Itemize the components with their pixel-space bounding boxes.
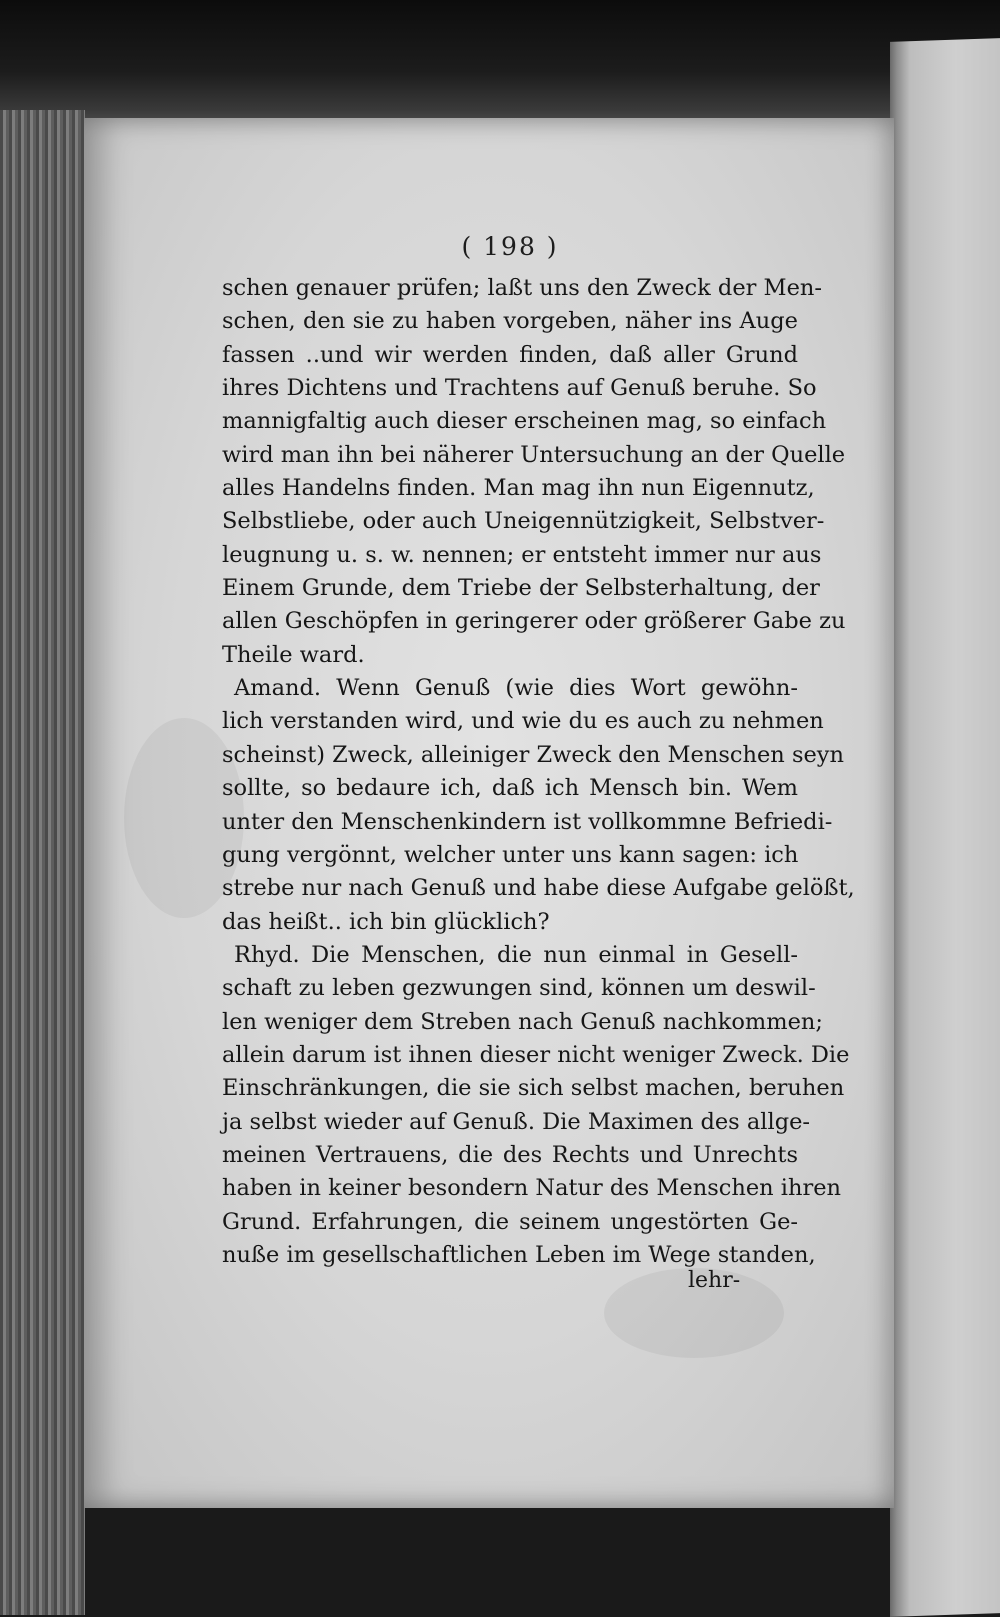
text-line: ihres Dichtens und Trachtens auf Genuß beruhe. So xyxy=(222,375,817,402)
text-line: scheinst) Zweck, alleiniger Zweck den Menschen seyn xyxy=(222,741,845,768)
text-line: Einschränkungen, die sie sich selbst machen, beruhen xyxy=(222,1075,845,1102)
text-line: schen, den sie zu haben vorgeben, näher ins Auge xyxy=(222,308,798,335)
text-line: Grund. Erfahrungen, die seinem ungestörten Ge‐ xyxy=(222,1208,798,1235)
text-line: haben in keiner besondern Natur des Menschen ihren xyxy=(222,1175,842,1202)
text-line: gung vergönnt, welcher unter uns kann sagen: ich xyxy=(222,841,799,868)
text-line: schen genauer prüfen; laßt uns den Zweck der Men‐ xyxy=(222,275,822,301)
speaker-line: Amand. Wenn Genuß (wie dies Wort gewöhn‐ xyxy=(234,675,798,702)
text-line: allen Geschöpfen in geringerer oder größerer Gabe zu xyxy=(222,608,846,635)
text-line: lich verstanden wird, und wie du es auch zu nehmen xyxy=(222,708,824,735)
text-line: sollte, so bedaure ich, daß ich Mensch bin. Wem xyxy=(222,775,798,802)
catchword: lehr‐ xyxy=(688,1268,741,1293)
text-line: Theile ward. xyxy=(222,641,365,668)
text-line: unter den Menschenkindern ist vollkommne Befriedi‐ xyxy=(222,808,833,835)
text-line: strebe nur nach Genuß und habe diese Aufgabe gelößt, xyxy=(222,875,855,902)
body-text xyxy=(222,272,855,1272)
text-line: fassen ..und wir werden finden, daß aller Grund xyxy=(222,341,798,368)
text-line: wird man ihn bei näherer Untersuchung an der Quelle xyxy=(222,441,846,468)
page-number: ( 198 ) xyxy=(461,232,559,261)
text-line: ja selbst wieder auf Genuß. Die Maximen des allge‐ xyxy=(222,1108,811,1135)
text-line: leugnung u. s. w. nennen; er entsteht immer nur aus xyxy=(222,541,822,568)
text-line: nuße im gesellschaftlichen Leben im Wege standen, xyxy=(222,1241,816,1268)
text-line: allein darum ist ihnen dieser nicht weniger Zweck. Die xyxy=(222,1041,850,1068)
text-line: mannigfaltig auch dieser erscheinen mag, so einfach xyxy=(222,408,827,435)
speaker-line: Rhyd. Die Menschen, die nun einmal in Gesell‐ xyxy=(234,941,798,968)
facing-page-edge xyxy=(890,38,1000,1617)
text-line: das heißt.. ich bin glücklich? xyxy=(222,908,550,935)
text-line: Selbstliebe, oder auch Uneigennützigkeit, Selbstver‐ xyxy=(222,508,825,535)
text-line: alles Handelns finden. Man mag ihn nun Eigennutz, xyxy=(222,475,815,502)
text-line: meinen Vertrauens, die des Rechts und Unrechts xyxy=(222,1141,798,1168)
page-stack-edge xyxy=(0,110,85,1615)
text-line: len weniger dem Streben nach Genuß nachkommen; xyxy=(222,1008,823,1035)
text-line: Einem Grunde, dem Triebe der Selbsterhaltung, der xyxy=(222,575,820,602)
scan-background-top xyxy=(0,0,1000,130)
text-line: schaft zu leben gezwungen sind, können um deswil‐ xyxy=(222,975,816,1002)
